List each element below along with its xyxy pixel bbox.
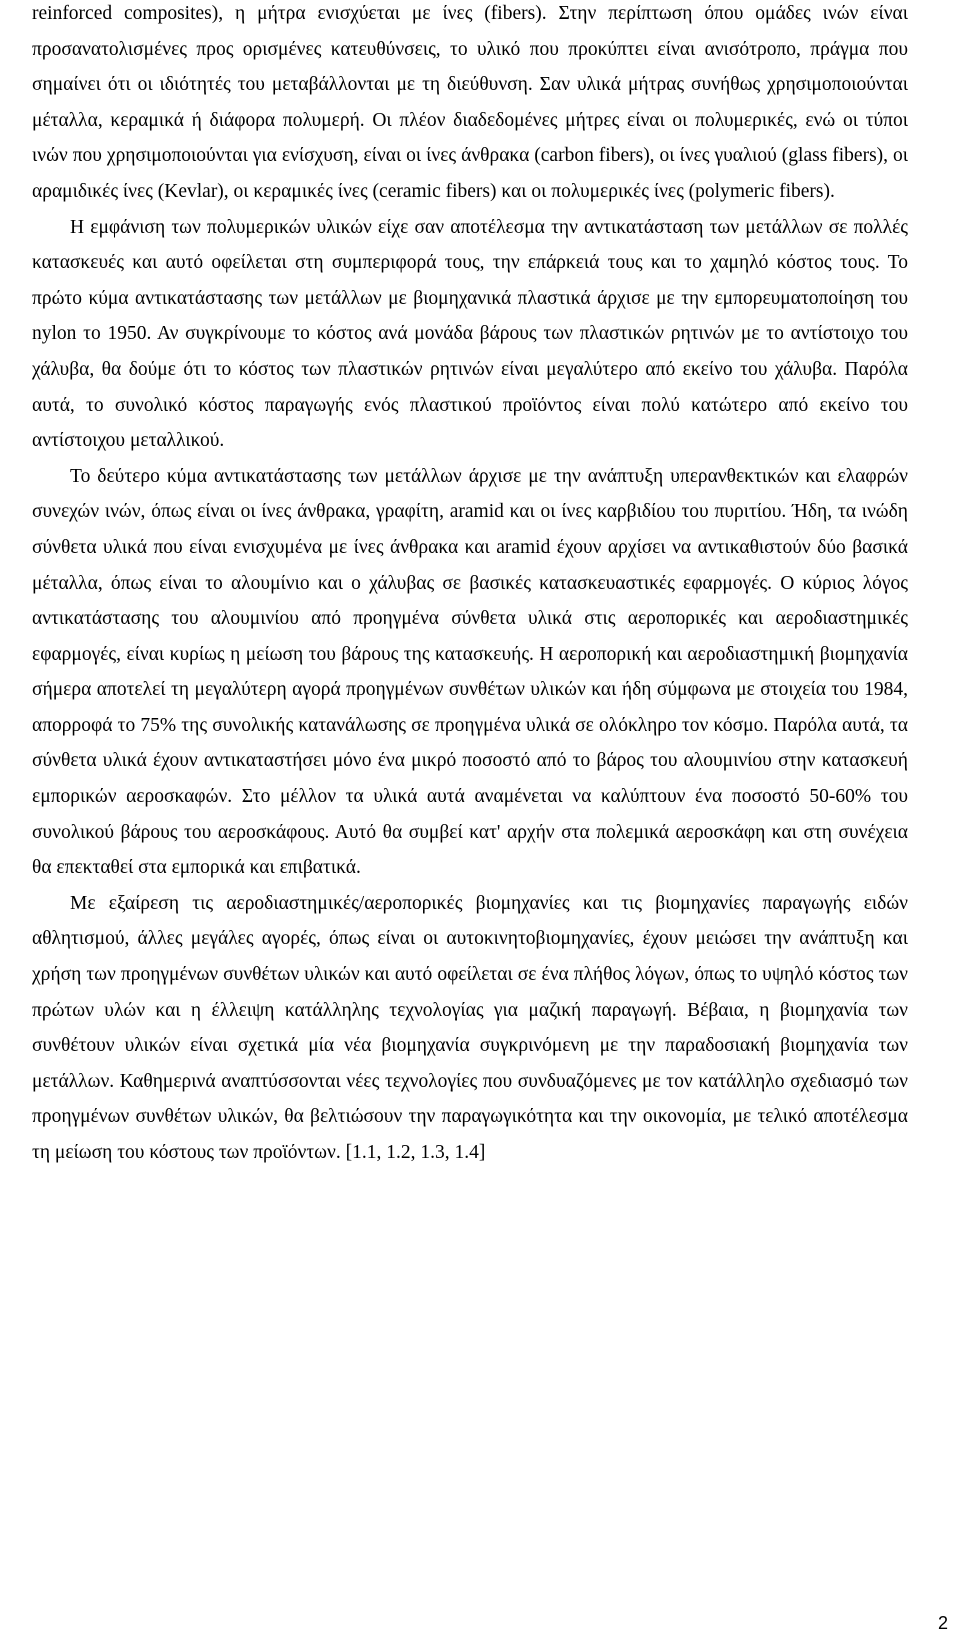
page-number: 2 bbox=[937, 1613, 948, 1633]
paragraph-polymer-replacement: Η εμφάνιση των πολυμερικών υλικών είχε σαν αποτέλεσμα την αντικατάσταση των μετάλλων σε πολλές κατασκευές και αυτό οφείλεται στη συμπεριφορά τους, την επάρκειά τους και το χαμηλό κόστος τους. Το πρώτο κύμα αντικατάστασης των μετάλλων με βιομηχανικά πλαστικά άρχισε με την εμπορευματοποίηση του nylon το 1950. Αν συγκρίνουμε το κόστος ανά μονάδα βάρους των πλαστικών ρητινών με το αντίστοιχο του χάλυβα, θα δούμε ότι το κόστος των πλαστικών ρητινών είναι μεγαλύτερο από εκείνο του χάλυβα. Παρόλα αυτά, το συνολικό κόστος παραγωγής ενός πλαστικού προϊόντος είναι πολύ κατώτερο από εκείνο του αντίστοιχου μεταλλικού. bbox=[32, 216, 908, 452]
body-text bbox=[32, 0, 908, 1171]
paragraph-composites-intro: reinforced composites), η μήτρα ενισχύεται με ίνες (fibers). Στην περίπτωση όπου ομάδες ινών είναι προσανατολισμένες προς ορισμένες κατευθύνσεις, το υλικό που προκύπτει είναι ανισότροπο, πράγμα που σημαίνει ότι οι ιδιότητές του μεταβάλλονται με τη διεύθυνση. Σαν υλικά μήτρας συνήθως χρησιμοποιούνται μέταλλα, κεραμικά ή διάφορα πολυμερή. Οι πλέον διαδεδομένες μήτρες είναι οι πολυμερικές, ενώ οι τύποι ινών που χρησιμοποιούνται για ενίσχυση, είναι οι ίνες άνθρακα (carbon fibers), οι ίνες γυαλιού (glass fibers), οι αραμιδικές ίνες (Kevlar), οι κεραμικές ίνες (ceramic fibers) και οι πολυμερικές ίνες (polymeric fibers). bbox=[32, 3, 908, 202]
paragraph-other-markets: Με εξαίρεση τις αεροδιαστημικές/αεροπορικές βιομηχανίες και τις βιομηχανίες παραγωγής ειδών αθλητισμού, άλλες μεγάλες αγορές, όπως είναι οι αυτοκινητοβιομηχανίες, έχουν μειώσει την ανάπτυξη και χρήση των προηγμένων συνθέτων υλικών και αυτό οφείλεται σε ένα πλήθος λόγων, όπως το υψηλό κόστος των πρώτων υλών και η έλλειψη κατάλληλης τεχνολογίας για μαζική παραγωγή. Βέβαια, η βιομηχανία των συνθέτουν υλικών είναι σχετικά μία νέα βιομηχανία συγκρινόμενη με την παραδοσιακή βιομηχανία των μετάλλων. Καθημερινά αναπτύσσονται νέες τεχνολογίες που συνδυαζόμενες με τον κατάλληλο σχεδιασμό των προηγμένων συνθέτων υλικών, θα βελτιώσουν την παραγωγικότητα και την οικονομία, με τελικό αποτέλεσμα τη μείωση του κόστους των προϊόντων. [1.1, 1.2, 1.3, 1.4] bbox=[32, 892, 908, 1163]
paragraph-second-wave: Το δεύτερο κύμα αντικατάστασης των μετάλλων άρχισε με την ανάπτυξη υπερανθεκτικών και ελαφρών συνεχών ινών, όπως είναι οι ίνες άνθρακα, γραφίτη, aramid και οι ίνες καρβιδίου του πυριτίου. Ήδη, τα ινώδη σύνθετα υλικά που είναι ενισχυμένα με ίνες άνθρακα και aramid έχουν αρχίσει να αντικαθιστούν δύο βασικά μέταλλα, όπως είναι το αλουμίνιο και ο χάλυβας σε βασικές κατασκευαστικές εφαρμογές. Ο κύριος λόγος αντικατάστασης του αλουμινίου από προηγμένα σύνθετα υλικά στις αεροπορικές και αεροδιαστημικές εφαρμογές, είναι κυρίως η μείωση του βάρους της κατασκευής. Η αεροπορική και αεροδιαστημική βιομηχανία σήμερα αποτελεί τη μεγαλύτερη αγορά προηγμένων συνθέτων υλικών και ήδη σύμφωνα με στοιχεία του 1984, απορροφά το 75% της συνολικής κατανάλωσης σε προηγμένα υλικά σε ολόκληρο τον κόσμο. Παρόλα αυτά, τα σύνθετα υλικά έχουν αντικαταστήσει μόνο ένα μικρό ποσοστό από το βάρος του αλουμινίου στην κατασκευή εμπορικών αεροσκαφών. Στο μέλλον τα υλικά αυτά αναμένεται να καλύπτουν ένα ποσοστό 50-60% του συνολικού βάρους του αεροσκάφους. Αυτό θα συμβεί κατ' αρχήν στα πολεμικά αεροσκάφη και στη συνέχεια θα επεκταθεί στα εμπορικά και επιβατικά. bbox=[32, 465, 908, 879]
